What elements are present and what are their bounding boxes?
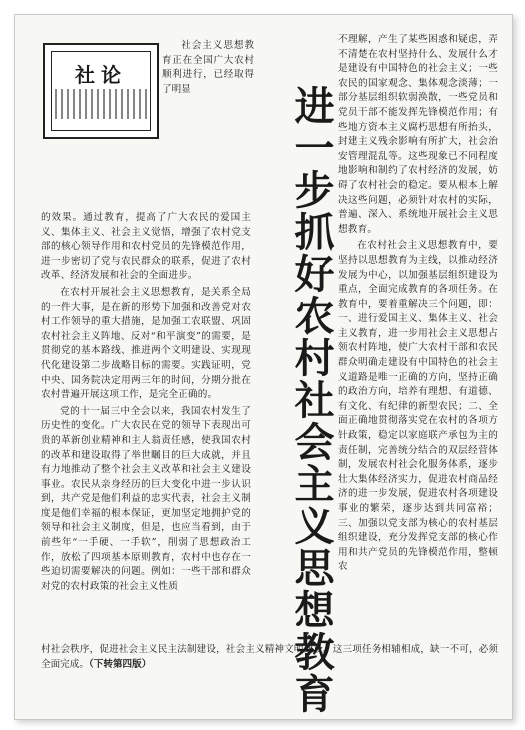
bottom-paragraph <box>41 643 498 672</box>
paragraph: 在农村社会主义思想教育中，要坚持以思想教育为主线，以推动经济发展为中心，以加强基层组织建设为重点，全面完成教育的各项任务。在教育中，要着重解决三个问题，即：一、进行爱国主义、集体主义、社会主义教育，进一步用社会主义思想占领农村阵地，使广大农村干部和农民群众明确走建设有中国特色的社会主义道路是唯一正确的方向，坚持正确的政治方向，培养有理想、有道德、有文化、有纪律的新型农民；二、全面正确地贯彻落实党在农村的各项方针政策，稳定以家庭联产承包为主的责任制，完善统分结合的双层经营体制，发展农村社会化服务体系，逐步壮大集体经济实力，促进农村商品经济的进一步发展，促进农村各项建设事业的繁荣，逐步达到共同富裕；三、加强以党支部为核心的农村基层组织建设，充分发挥党支部的核心作用和共产党员的先锋模范作用，整顿农 <box>338 240 498 573</box>
tail-text: 村社会秩序，促进社会主义民主法制建设，社会主义精神文明建设。这三项任务相辅相成，缺一不可，必须全面完成。 <box>41 644 498 670</box>
newspaper-page <box>14 14 513 720</box>
paragraph: 的效果。通过教育，提高了广大农民的爱国主义、集体主义、社会主义觉悟，增强了农村党支部的核心领导作用和农村党员的先锋模范作用，进一步密切了党与农民群众的联系，促进了农村改革、经济发展和社会的全面进步。 <box>41 212 251 282</box>
badge-title: 社论 <box>75 63 127 87</box>
paragraph: 在农村开展社会主义思想教育，是关系全局的一件大事，是在新的形势下加强和改善党对农村工作领导的重大措施，是加强工农联盟、巩固农村社会主义阵地、反对“和平演变”的需要，是贯彻党的基本路线、推进两个文明建设、实现现代化建设第二步战略目标的需要。实践证明，党中央、国务院决定用两三年的时间，分期分批在农村普遍开展这项工作，是完全正确的。 <box>41 286 251 401</box>
headline: 进一步抓好农村社会主义思想教育 <box>288 85 335 715</box>
paragraph: 不理解，产生了某些困惑和疑虑，弄不清楚在农村坚持什么、发展什么才是建设有中国特色的社会主义；一些农民的国家观念、集体观念淡薄；一部分基层组织软弱涣散，一些党员和党员干部不能发挥先锋模范作用；有些地方资本主义腐朽思想有所抬头，封建主义残余影响有所扩大，社会治安管理混乱等。这些现象已不同程度地影响和制约了农村经济的发展，妨碍了农村社会的稳定。要从根本上解决这些问题，必须针对农村的实际，普遍、深入、系统地开展社会主义思想教育。 <box>338 34 498 235</box>
editorial-badge <box>43 43 159 139</box>
column-right <box>338 33 498 577</box>
column-left <box>41 211 251 596</box>
continued-note: （下转第四版） <box>88 658 152 670</box>
lead-paragraph: 社会主义思想教育正在全国广大农村顺利进行，已经取得了明显 <box>162 40 254 95</box>
paragraph: 党的十一届三中全会以来，我国农村发生了历史性的变化。广大农民在党的领导下表现出可贵的革新创业精神和主人翁责任感，使我国农村的改革和建设取得了举世瞩目的巨大成就，并且有力地推动了整个社会主义改革和社会主义建设事业。农民从亲身经历的巨大变化中进一步认识到，共产党是他们利益的忠实代表，社会主义制度是他们幸福的根本保证，更加坚定地拥护党的领导和社会主义制度，但是，也应当看到，由于前些年“一手硬、一手软”，削弱了思想政治工作，放松了四项基本原则教育，农村中也存在一些迫切需要解决的问题。例如：一些干部和群众对党的农村政策的社会主义性质 <box>41 405 251 592</box>
gate-illustration-icon <box>55 89 147 119</box>
